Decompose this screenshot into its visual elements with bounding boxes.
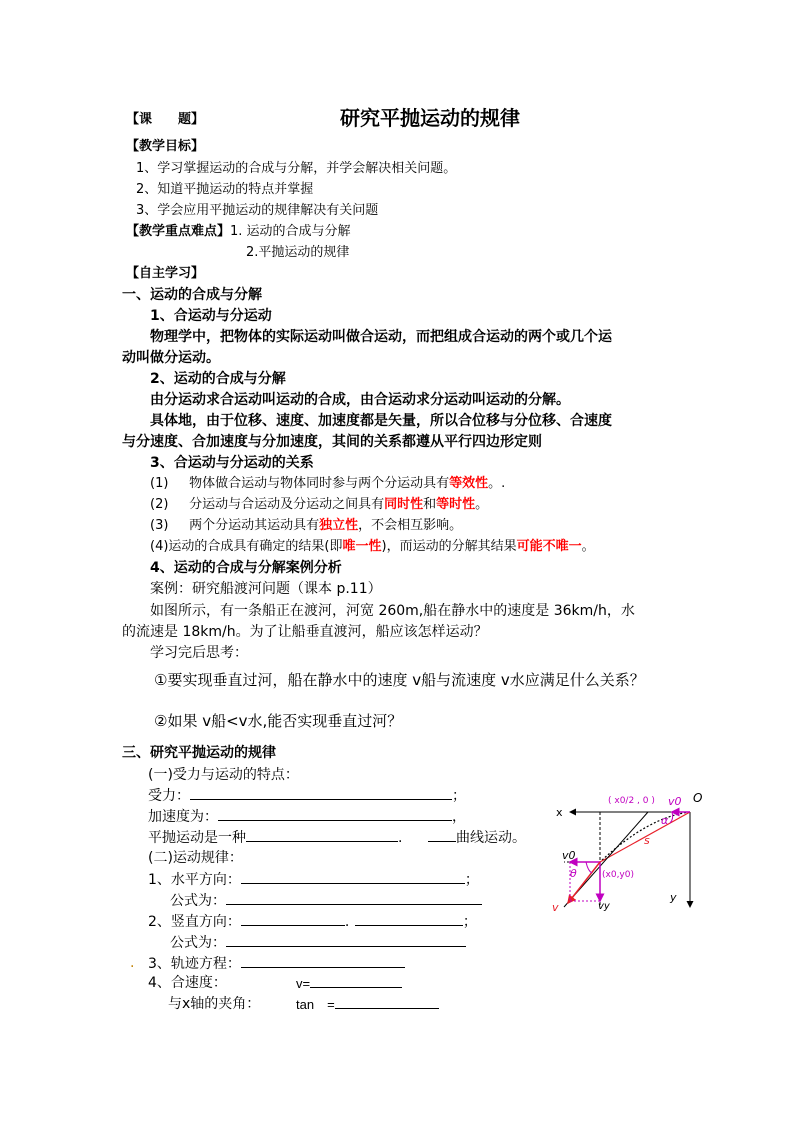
point-label: (x0,y0) (602, 870, 634, 880)
key-point-2: 2.平抛运动的规律 (246, 245, 350, 260)
origin-label: O (693, 791, 703, 805)
blank-field[interactable] (190, 787, 452, 800)
angle-formula: tan = (296, 996, 439, 1013)
theta-label: θ (570, 867, 577, 880)
keyword-highlight: 可能不唯一 (516, 539, 582, 554)
key-points-line (126, 224, 351, 240)
blank-field[interactable] (355, 913, 463, 926)
blank-field[interactable] (241, 871, 465, 884)
relation-item-1: (1) 物体做合运动与物体同时参与两个分运动具有等效性。. (150, 476, 506, 491)
relation-item-3: (3) 两个分运动其运动具有独立性，不会相互影响。 (150, 518, 463, 533)
paragraph-line: 与分速度、合加速度与分加速度，其间的关系都遵从平行四边形定则 (122, 434, 542, 450)
projectile-diagram (548, 787, 708, 912)
speed-line: 4、合速度： (148, 975, 227, 991)
paragraph-line: 具体地，由于位移、速度、加速度都是矢量，所以合位移与分位移、合速度 (150, 413, 612, 429)
s-label: s (644, 834, 650, 847)
blank-field[interactable] (246, 829, 398, 842)
alpha-label: α (661, 814, 669, 827)
dot-mark: . (130, 955, 135, 971)
blank-field[interactable] (226, 892, 482, 905)
blank-field[interactable] (218, 808, 452, 821)
paragraph-line: 物理学中，把物体的实际运动叫做合运动，而把组成合运动的两个或几个运 (150, 329, 612, 345)
objective-item-3: 3、学会应用平抛运动的规律解决有关问题 (136, 203, 379, 218)
blank-field[interactable] (310, 975, 402, 988)
blank-field[interactable] (241, 913, 345, 926)
half-point-label: ( x0/2 , 0 ) (608, 796, 655, 806)
blank-field[interactable] (226, 934, 466, 947)
paragraph-line: 由分运动求合运动叫运动的合成，由合运动求分运动叫运动的分解。 (150, 392, 570, 408)
x-axis-label: x (556, 806, 563, 819)
blank-field[interactable] (335, 996, 439, 1009)
objective-item-1: 1、学习掌握运动的合成与分解，并学会解决相关问题。 (136, 161, 457, 176)
key-points-heading: 【教学重点难点】 (126, 224, 231, 239)
question-2: ②如果 v船<v水,能否实现垂直过河？ (154, 712, 403, 730)
acceleration-line: 加速度为： ， (148, 809, 466, 825)
paragraph-line: 动叫做分运动。 (122, 350, 220, 366)
objective-item-2: 2、知道平抛运动的特点并掌握 (136, 182, 314, 197)
subsection-2-title: 2、运动的合成与分解 (150, 371, 286, 387)
keyword-highlight: 独立性 (319, 518, 359, 533)
subsection-4-title: 4、运动的合成与分解案例分析 (150, 560, 342, 576)
horizontal-line: 1、水平方向： ； (148, 872, 479, 888)
v-label: v (552, 901, 559, 912)
curve-line: 平抛运动是一种 . 曲线运动。 (148, 830, 526, 846)
v0-top-label: v0 (668, 795, 682, 808)
relation-item-4: (4)运动的合成具有确定的结果(即唯一性)，而运动的分解其结果可能不唯一。 (150, 539, 595, 554)
keyword-highlight: 唯一性 (342, 539, 382, 554)
section3-title: 三、研究平抛运动的规律 (122, 745, 276, 761)
keyword-highlight: 同时性 (384, 497, 424, 512)
v0-point-label: v0 (562, 849, 576, 862)
section1-title: 一、运动的合成与分解 (122, 287, 262, 303)
subheading-force: (一)受力与运动的特点： (148, 767, 299, 783)
blank-field[interactable] (241, 955, 405, 968)
key-point-1: 1. 运动的合成与分解 (230, 224, 351, 239)
keyword-highlight: 等效性 (449, 476, 489, 491)
vertical-line: 2、竖直方向： . ； (148, 914, 477, 930)
speed-formula: v= (296, 975, 402, 992)
y-axis-label: y (670, 891, 677, 904)
paragraph-line: 的流速是 18km/h。为了让船垂直渡河，船应该怎样运动？ (122, 624, 488, 640)
vy-label: vy (598, 901, 610, 912)
self-study-heading: 【自主学习】 (126, 266, 205, 281)
blank-field[interactable] (428, 829, 456, 842)
objectives-heading: 【教学目标】 (126, 139, 205, 154)
relation-item-2: (2) 分运动与合运动及分运动之间具有同时性和等时性。 (150, 497, 489, 512)
page-title: 研究平抛运动的规律 (340, 106, 520, 130)
think-prompt: 学习完后思考： (150, 645, 248, 661)
subheading-rules: (二)运动规律： (148, 850, 243, 866)
angle-line: 与x轴的夹角： (168, 996, 261, 1012)
trajectory-line: 3、轨迹方程： (148, 955, 405, 974)
theta-arc (586, 862, 592, 873)
formula-line-2: 公式为： (170, 934, 466, 953)
keyword-highlight: 等时性 (436, 497, 476, 512)
subject-label: 【课 题】 (126, 112, 205, 127)
paragraph-line: 如图所示，有一条船正在渡河，河宽 260m,船在静水中的速度是 36km/h，水 (150, 603, 635, 619)
question-1: ①要实现垂直过河，船在静水中的速度 v船与流速度 v水应满足什么关系？ (154, 671, 645, 689)
formula-line-1: 公式为： (170, 892, 482, 911)
subsection-3-title: 3、合运动与分运动的关系 (150, 455, 314, 471)
subsection-1-title: 1、合运动与分运动 (150, 308, 272, 324)
case-title: 案例：研究船渡河问题（课本 p.11） (150, 581, 382, 597)
force-line: 受力： ； (148, 788, 466, 804)
